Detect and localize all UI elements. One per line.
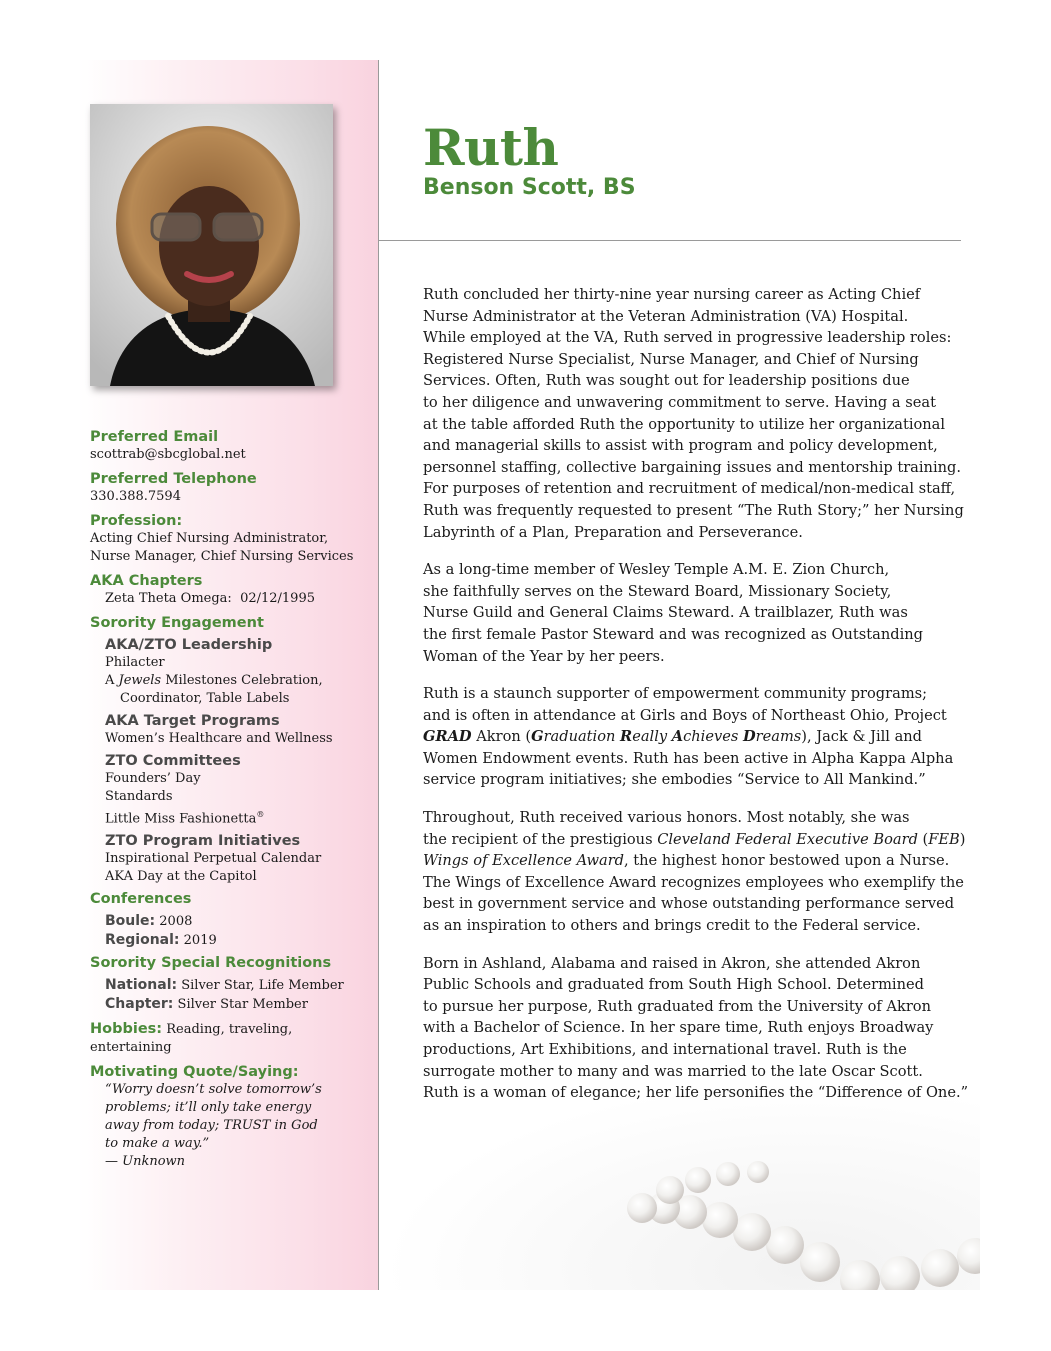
leadership-item: A Jewels Milestones Celebration, bbox=[105, 673, 323, 688]
bio-paragraph-4 bbox=[423, 807, 968, 937]
quote-heading: Motivating Quote/Saying: bbox=[90, 1064, 299, 1081]
bio-line: personnel staffing, collective bargaining issues and mentorship training. bbox=[423, 458, 961, 476]
bio-line: best in government service and whose outstanding performance served bbox=[423, 895, 955, 913]
bio-line: While employed at the VA, Ruth served in progressive leadership roles: bbox=[423, 329, 952, 347]
pearl bbox=[747, 1161, 769, 1183]
pearl bbox=[656, 1176, 684, 1204]
bio-line: she faithfully serves on the Steward Board, Missionary Society, bbox=[423, 582, 892, 600]
pearl bbox=[840, 1260, 880, 1290]
bio-paragraph-5 bbox=[423, 953, 968, 1104]
leadership-item: Coordinator, Table Labels bbox=[120, 691, 290, 706]
quote-line: “Worry doesn’t solve tomorrow’s bbox=[105, 1082, 322, 1098]
vertical-divider bbox=[378, 60, 379, 1290]
bio-line: Ruth concluded her thirty-nine year nursing career as Acting Chief bbox=[423, 286, 921, 303]
committees-heading: ZTO Committees bbox=[105, 753, 241, 769]
bio-line: Ruth was frequently requested to present “The Ruth Story;” her Nursing bbox=[423, 501, 964, 519]
bio-line: the first female Pastor Steward and was recognized as Outstanding bbox=[423, 625, 923, 643]
leadership-item: Philacter bbox=[105, 655, 165, 670]
bio-paragraph-1 bbox=[423, 284, 968, 543]
phone-value: 330.388.7594 bbox=[90, 489, 181, 504]
conferences-heading: Conferences bbox=[90, 891, 192, 908]
pearl bbox=[685, 1167, 711, 1193]
bio-line: service program initiatives; she embodies “Service to All Mankind.” bbox=[423, 771, 926, 789]
bio-line: the recipient of the prestigious Cleveland Federal Executive Board (FEB) bbox=[423, 830, 966, 848]
bio-line: Woman of the Year by her peers. bbox=[423, 647, 665, 665]
bio-line: Ruth is a woman of elegance; her life personifies the “Difference of One.” bbox=[423, 1084, 969, 1102]
bio-line: For purposes of retention and recruitment of medical/non-medical staff, bbox=[423, 480, 956, 498]
quote-line: problems; it’ll only take energy bbox=[105, 1100, 312, 1116]
bio-line: Born in Ashland, Alabama and raised in Akron, she attended Akron bbox=[423, 954, 921, 972]
pearl bbox=[627, 1193, 657, 1223]
quote-attribution: — Unknown bbox=[105, 1154, 186, 1170]
quote-line: to make a way.” bbox=[105, 1136, 210, 1152]
bio-line: to her diligence and unwavering commitment to serve. Having a seat bbox=[423, 393, 936, 411]
chapters-heading: AKA Chapters bbox=[90, 573, 203, 589]
bio-line: to pursue her purpose, Ruth graduated from the University of Akron bbox=[423, 997, 931, 1015]
recognitions-heading: Sorority Special Recognitions bbox=[90, 955, 332, 972]
chapter-value: Zeta Theta Omega: 02/12/1995 bbox=[105, 591, 315, 606]
hobbies-row: Hobbies: Reading, traveling, bbox=[90, 1021, 293, 1038]
bio-line: Registered Nurse Specialist, Nurse Manager, and Chief of Nursing bbox=[423, 350, 919, 368]
bio-line: GRAD Akron (Graduation Really Achieves Dreams), Jack & Jill and bbox=[423, 728, 923, 746]
bio-line: Labyrinth of a Plan, Preparation and Perseverance. bbox=[423, 523, 803, 541]
engagement-heading: Sorority Engagement bbox=[90, 615, 264, 631]
bio-line: Services. Often, Ruth was sought out for leadership positions due bbox=[423, 372, 910, 390]
phone-heading: Preferred Telephone bbox=[90, 471, 257, 487]
biography bbox=[423, 284, 968, 1120]
bio-line: at the table afforded Ruth the opportunity to utilize her organizational bbox=[423, 415, 946, 433]
committee-item: Standards bbox=[105, 789, 173, 804]
email-value: scottrab@sbcglobal.net bbox=[90, 447, 246, 462]
pearl bbox=[733, 1213, 771, 1251]
committee-item: Little Miss Fashionetta® bbox=[105, 810, 265, 827]
target-heading: AKA Target Programs bbox=[105, 713, 280, 729]
boule-row: Boule: 2008 bbox=[105, 913, 193, 930]
profession-line: Nurse Manager, Chief Nursing Services bbox=[90, 549, 354, 564]
bio-line: as an inspiration to others and brings credit to the Federal service. bbox=[423, 917, 921, 935]
pearl bbox=[766, 1226, 804, 1264]
first-name-heading: Ruth bbox=[423, 118, 559, 177]
target-item: Women’s Healthcare and Wellness bbox=[105, 731, 333, 746]
profile-photo bbox=[90, 104, 333, 386]
bio-paragraph-3 bbox=[423, 683, 968, 791]
last-name-heading: Benson Scott, BS bbox=[423, 175, 636, 200]
pearl bbox=[880, 1256, 920, 1290]
bio-line: Women Endowment events. Ruth has been active in Alpha Kappa Alpha bbox=[423, 749, 954, 767]
chapter-row: Chapter: Silver Star Member bbox=[105, 996, 308, 1013]
pearl bbox=[716, 1162, 740, 1186]
bio-paragraph-2 bbox=[423, 559, 968, 667]
national-row: National: Silver Star, Life Member bbox=[105, 977, 344, 994]
initiative-item: Inspirational Perpetual Calendar bbox=[105, 851, 322, 867]
regional-row: Regional: 2019 bbox=[105, 932, 217, 949]
bio-line: Throughout, Ruth received various honors. Most notably, she was bbox=[423, 809, 910, 827]
email-heading: Preferred Email bbox=[90, 429, 219, 445]
bio-line: surrogate mother to many and was married to the late Oscar Scott. bbox=[423, 1062, 923, 1080]
hobbies-row: entertaining bbox=[90, 1040, 172, 1056]
profession-line: Acting Chief Nursing Administrator, bbox=[90, 531, 329, 546]
quote-line: away from today; TRUST in God bbox=[105, 1118, 318, 1134]
pearl bbox=[702, 1202, 738, 1238]
sidebar-info bbox=[90, 428, 375, 1171]
profession-heading: Profession: bbox=[90, 513, 183, 529]
bio-line: and is often in attendance at Girls and Boys of Northeast Ohio, Project bbox=[423, 706, 947, 724]
pearl bbox=[800, 1242, 840, 1282]
portrait-illustration bbox=[90, 104, 333, 386]
bio-line: Nurse Guild and General Claims Steward. A trailblazer, Ruth was bbox=[423, 604, 908, 622]
bio-line: The Wings of Excellence Award recognizes employees who exemplify the bbox=[423, 873, 964, 891]
bio-line: Public Schools and graduated from South High School. Determined bbox=[423, 976, 924, 994]
pearl bbox=[921, 1249, 959, 1287]
bio-line: As a long-time member of Wesley Temple A.M. E. Zion Church, bbox=[423, 561, 890, 579]
bio-line: productions, Art Exhibitions, and international travel. Ruth is the bbox=[423, 1041, 907, 1058]
bio-line: and managerial skills to assist with program and policy development, bbox=[423, 437, 938, 455]
initiatives-heading: ZTO Program Initiatives bbox=[105, 833, 301, 850]
pearl bbox=[957, 1238, 980, 1274]
bio-line: Wings of Excellence Award, the highest honor bestowed upon a Nurse. bbox=[423, 852, 950, 870]
bio-line: Nurse Administrator at the Veteran Administration (VA) Hospital. bbox=[423, 307, 909, 325]
header-divider bbox=[379, 240, 961, 241]
bio-line: with a Bachelor of Science. In her spare time, Ruth enjoys Broadway bbox=[423, 1019, 934, 1037]
initiative-item: AKA Day at the Capitol bbox=[105, 869, 257, 885]
bio-line: Ruth is a staunch supporter of empowerment community programs; bbox=[423, 685, 928, 703]
committee-item: Founders’ Day bbox=[105, 771, 201, 786]
leadership-heading: AKA/ZTO Leadership bbox=[105, 637, 273, 653]
